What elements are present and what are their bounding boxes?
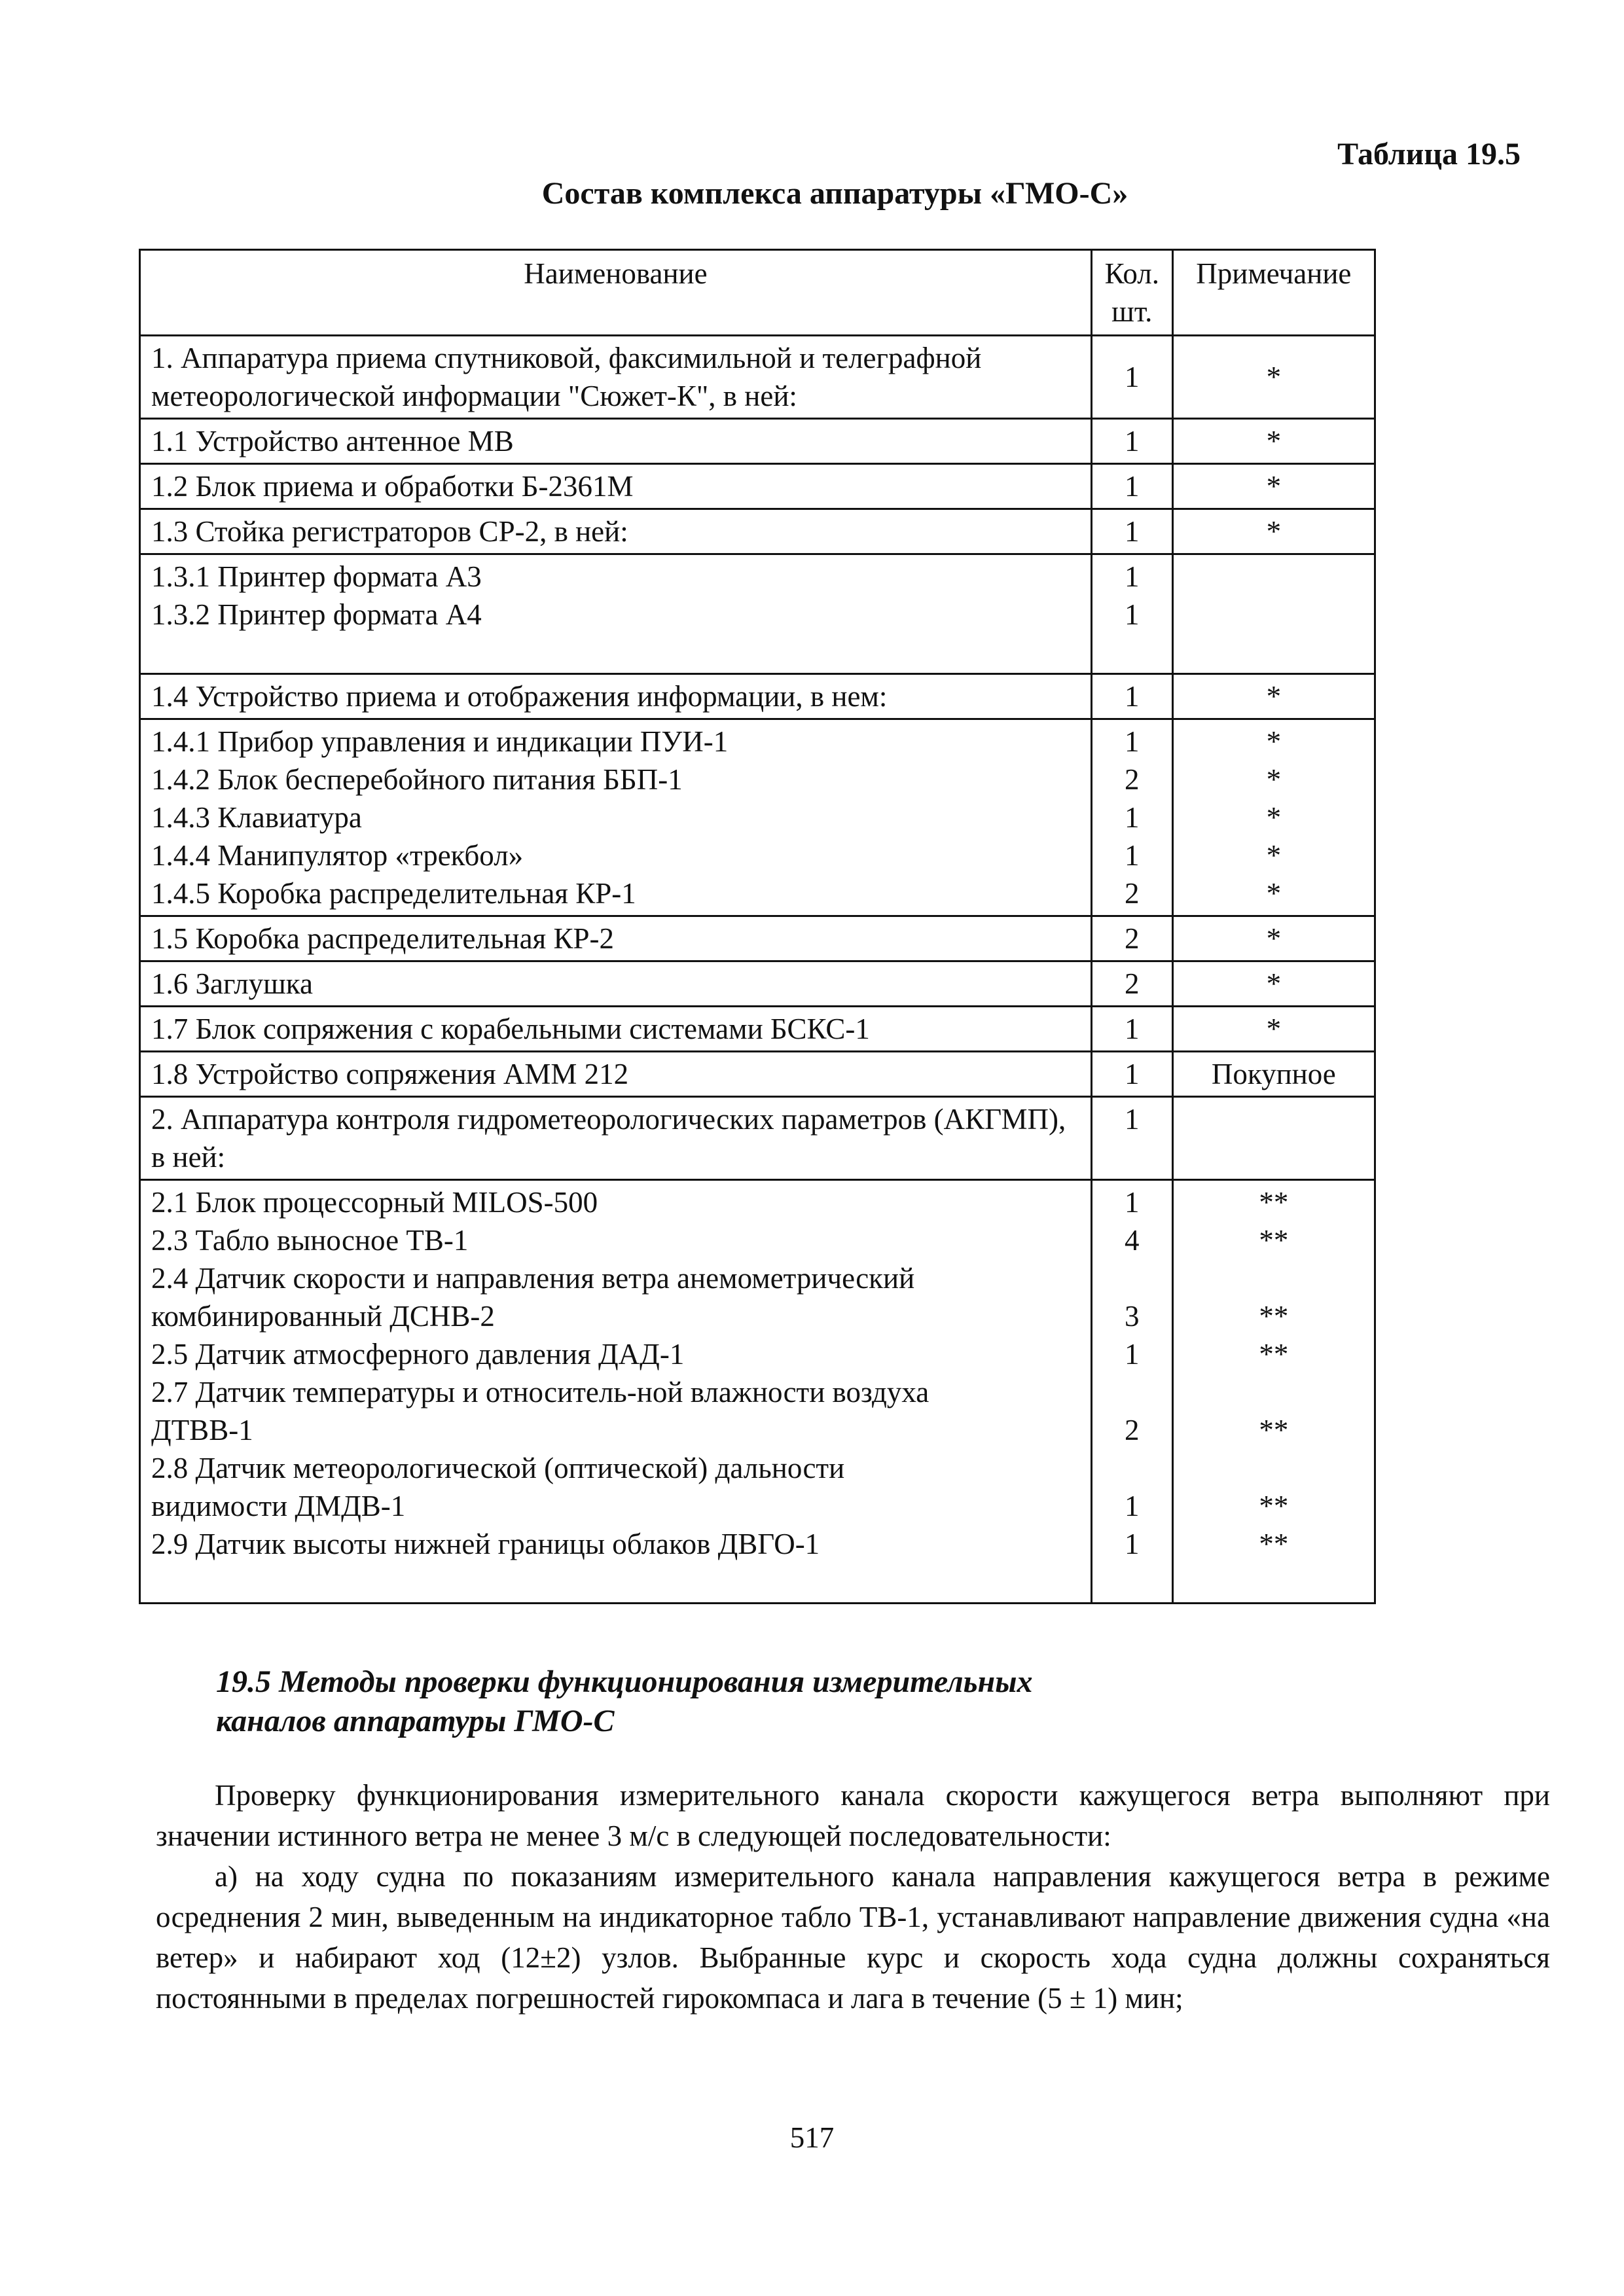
row-qty: 1 [1125,1338,1140,1371]
table-title: Состав комплекса аппаратуры «ГМО-С» [541,176,1128,211]
row-note: ** [1259,1528,1289,1560]
row-qty: 1 [1125,801,1140,834]
table-row [140,1097,1375,1180]
paragraph: а) на ходу судна по показаниям измерительного канала направления кажущегося ветра в режиме осреднения 2 мин, выведенным на индикаторное табло ТВ-1, устанавливают направление движения судна «на ветер» и набирают ход (12±2) узлов. Выбранные курс и скорость хода судна должны сохраняться постоянными в пределах погрешностей гирокомпаса и лага в течение (5 ± 1) мин; [156,1860,1550,2015]
table-row [140,1007,1375,1052]
row-qty: 1 [1125,1490,1140,1522]
row-note: * [1172,1007,1375,1052]
row-group-note [1172,554,1375,674]
row-name: 2.4 Датчик скорости и направления ветра анемометрический [151,1262,915,1295]
row-note [1172,1097,1375,1180]
row-qty: 2 [1125,763,1140,796]
row-name: ДТВВ-1 [151,1414,253,1446]
row-name: 2. Аппаратура контроля гидрометеорологических параметров (АКГМП), в ней: [140,1097,1092,1180]
row-qty: 1 [1125,560,1140,593]
row-name: 1.6 Заглушка [140,961,1092,1007]
row-name: 2.5 Датчик атмосферного давления ДАД-1 [151,1338,685,1371]
header-qty-line1: Кол. [1104,257,1159,290]
section-body [156,1775,1550,2018]
row-note: * [1266,839,1282,872]
table-row [140,916,1375,961]
row-note: * [1172,464,1375,509]
row-qty: 1 [1091,1052,1172,1097]
row-name: 2.7 Датчик температуры и относитель-ной влажности воздуха [151,1376,929,1408]
row-note: * [1172,509,1375,554]
row-note: ** [1259,1338,1289,1371]
table-row [140,1052,1375,1097]
row-group-names [140,719,1092,916]
row-group-names [140,554,1092,674]
row-name: 2.1 Блок процессорный MILOS-500 [151,1186,598,1219]
row-name: 1.4.3 Клавиатура [151,801,362,834]
row-qty: 1 [1091,674,1172,719]
row-group-qty [1091,1180,1172,1604]
table-number: Таблица 19.5 [1337,137,1521,171]
row-qty: 1 [1125,598,1140,631]
table-row [140,336,1375,419]
equipment-table [139,249,1376,1604]
row-note: ** [1259,1224,1289,1257]
row-note: ** [1259,1186,1289,1219]
row-qty: 1 [1091,1007,1172,1052]
row-group-names [140,1180,1092,1604]
row-qty: 2 [1091,916,1172,961]
row-name: 1.4.1 Прибор управления и индикации ПУИ-1 [151,725,729,758]
section-heading-line2: каналов аппаратуры ГМО-С [216,1704,615,1738]
row-qty: 1 [1125,1186,1140,1219]
table-header-row [140,250,1375,336]
row-qty: 1 [1125,1528,1140,1560]
row-qty: 1 [1091,419,1172,464]
table-row-group [140,1180,1375,1604]
row-qty: 3 [1125,1300,1140,1333]
table-row [140,464,1375,509]
row-note: * [1172,674,1375,719]
row-name: 1.4.2 Блок бесперебойного питания ББП-1 [151,763,683,796]
header-name: Наименование [140,250,1092,336]
row-note: ** [1259,1490,1289,1522]
row-name: 1.1 Устройство антенное МВ [140,419,1092,464]
row-name: 2.3 Табло выносное ТВ-1 [151,1224,469,1257]
row-qty: 2 [1125,1414,1140,1446]
row-note: * [1172,336,1375,419]
row-name: 1.4.5 Коробка распределительная КР-1 [151,877,636,910]
row-note: * [1172,916,1375,961]
row-group-qty [1091,719,1172,916]
section-heading [216,1662,1033,1741]
row-name: видимости ДМДВ-1 [151,1490,406,1522]
row-note: Покупное [1172,1052,1375,1097]
row-qty: 1 [1091,464,1172,509]
row-qty: 1 [1091,336,1172,419]
row-group-qty [1091,554,1172,674]
row-name: комбинированный ДСНВ-2 [151,1300,495,1333]
page-number: 517 [789,2121,835,2154]
row-name: 2.8 Датчик метеорологической (оптической) дальности [151,1452,845,1484]
row-qty: 1 [1091,1097,1172,1180]
row-name: 1.7 Блок сопряжения с корабельными системами БСКС-1 [140,1007,1092,1052]
row-qty: 4 [1125,1224,1140,1257]
row-note: ** [1259,1300,1289,1333]
paragraph: Проверку функционирования измерительного канала скорости кажущегося ветра выполняют при значении истинного ветра не менее 3 м/с в следующей последовательности: [156,1779,1550,1852]
table-row [140,419,1375,464]
row-group-note [1172,1180,1375,1604]
row-name: 1.8 Устройство сопряжения АММ 212 [140,1052,1092,1097]
row-note: * [1266,877,1282,910]
header-note: Примечание [1172,250,1375,336]
row-note: * [1266,801,1282,834]
row-note: * [1266,763,1282,796]
row-group-note [1172,719,1375,916]
row-name: 1.3.2 Принтер формата А4 [151,598,482,631]
row-name: 1.2 Блок приема и обработки Б-2361М [140,464,1092,509]
row-qty: 1 [1125,725,1140,758]
row-name: 1.3.1 Принтер формата А3 [151,560,482,593]
row-name: 1.4 Устройство приема и отображения информации, в нем: [140,674,1092,719]
row-note: * [1266,725,1282,758]
row-name: 1. Аппаратура приема спутниковой, факсимильной и телеграфной метеорологической информации "Сюжет-К", в ней: [140,336,1092,419]
row-note: * [1172,961,1375,1007]
row-qty: 1 [1125,839,1140,872]
row-note: ** [1259,1414,1289,1446]
table-row-group [140,554,1375,674]
row-qty: 2 [1091,961,1172,1007]
table-row [140,961,1375,1007]
table-row [140,674,1375,719]
header-qty-line2: шт. [1111,295,1153,328]
section-heading-line1: 19.5 Методы проверки функционирования измерительных [216,1664,1033,1699]
row-name: 2.9 Датчик высоты нижней границы облаков ДВГО-1 [151,1528,820,1560]
row-qty: 2 [1125,877,1140,910]
row-qty: 1 [1091,509,1172,554]
row-name: 1.5 Коробка распределительная КР-2 [140,916,1092,961]
header-qty [1091,250,1172,336]
row-name: 1.4.4 Манипулятор «трекбол» [151,839,524,872]
table-row [140,509,1375,554]
row-note: * [1172,419,1375,464]
row-name: 1.3 Стойка регистраторов СР-2, в ней: [140,509,1092,554]
table-row-group [140,719,1375,916]
